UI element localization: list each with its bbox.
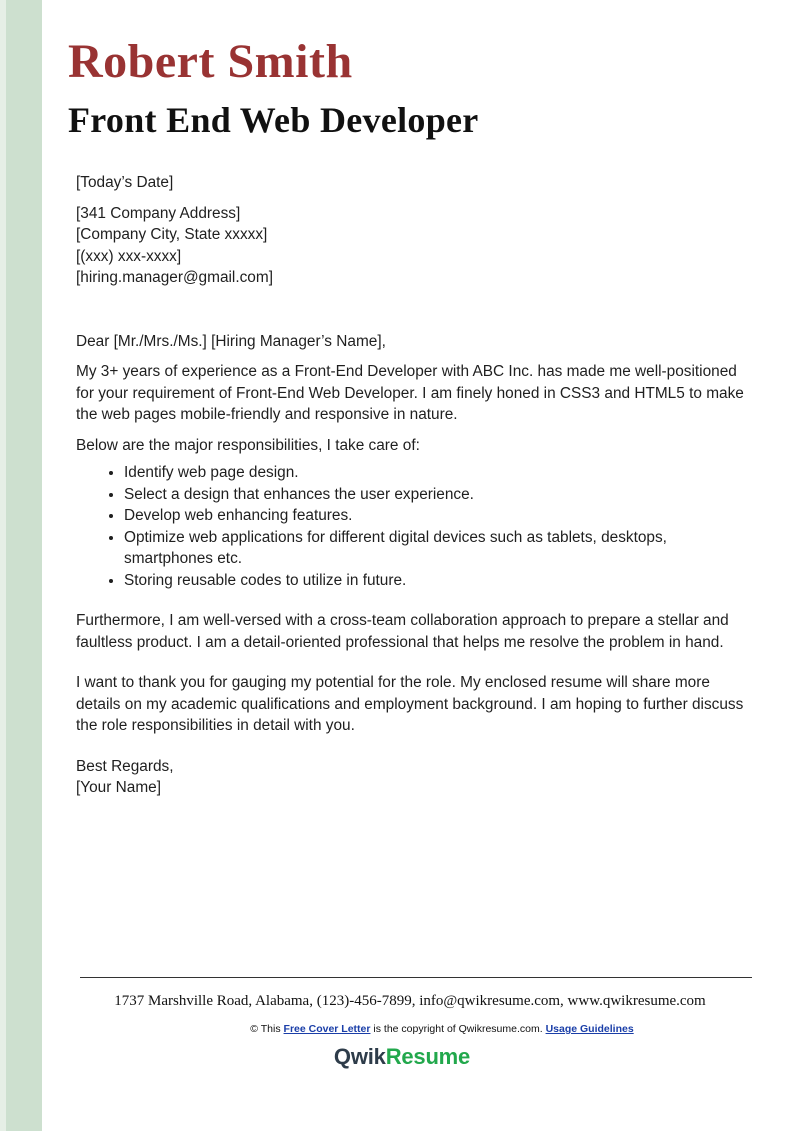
letter-body: [76, 172, 756, 799]
list-item: • Identify web page design.: [124, 462, 756, 484]
address-line-phone: [(xxx) xxx-xxxx]: [76, 247, 182, 265]
qwikresume-logo[interactable]: [0, 1043, 800, 1071]
list-item: • Storing reusable codes to utilize in future.: [124, 570, 756, 592]
responsibilities-intro: Below are the major responsibilities, I take care of:: [76, 436, 420, 454]
address-line-email: [hiring.manager@gmail.com]: [76, 269, 273, 286]
list-item: • Optimize web applications for different digital devices such as tablets, desktops, smartphones etc.: [124, 527, 756, 570]
candidate-name: Robert Smith: [68, 35, 353, 88]
thanks-paragraph: I want to thank you for gauging my potential for the role. My enclosed resume will share more details on my academic qualifications and employment background. I am hoping to further discuss the role responsibilities in detail with you.: [76, 674, 744, 734]
logo-text-resume: Resume: [385, 1044, 471, 1069]
recipient-address: [76, 203, 756, 289]
copyright-notice: [0, 1022, 800, 1036]
salutation: Dear [Mr./Mrs./Ms.] [Hiring Manager’s Name],: [76, 332, 386, 350]
footer-contact-info: 1737 Marshville Road, Alabama, (123)-456-7899, info@qwikresume.com, www.qwikresume.com: [114, 993, 706, 1009]
address-line-city: [Company City, State xxxxx]: [76, 226, 268, 243]
closing-phrase: Best Regards,: [76, 757, 174, 775]
address-line-street: [341 Company Address]: [76, 204, 241, 222]
free-cover-letter-link[interactable]: Free Cover Letter: [283, 1023, 371, 1035]
closing-block: [76, 756, 756, 799]
footer-divider: [80, 977, 752, 978]
decorative-sidebar-strip: [0, 0, 42, 1131]
responsibilities-list: [76, 462, 756, 591]
logo-text-qwik: Qwik: [333, 1044, 386, 1069]
letter-date: [Today’s Date]: [76, 174, 174, 191]
intro-paragraph: My 3+ years of experience as a Front-End Developer with ABC Inc. has made me well-positioned for your requirement of Front-End Web Developer. I am finely honed in CSS3 and HTML5 to make the web pages mobile-friendly and responsive in nature.: [76, 363, 744, 423]
copyright-middle: is the copyright of Qwikresume.com.: [373, 1023, 543, 1035]
copyright-prefix: © This: [250, 1023, 281, 1035]
list-item: • Develop web enhancing features.: [124, 505, 756, 527]
usage-guidelines-link[interactable]: Usage Guidelines: [545, 1023, 634, 1035]
signature-name: [Your Name]: [76, 779, 161, 796]
collaboration-paragraph: Furthermore, I am well-versed with a cross-team collaboration approach to prepare a stellar and faultless product. I am a detail-oriented professional that helps me resolve the problem in hand.: [76, 612, 729, 651]
job-title: Front End Web Developer: [68, 100, 479, 140]
list-item: • Select a design that enhances the user experience.: [124, 484, 756, 506]
